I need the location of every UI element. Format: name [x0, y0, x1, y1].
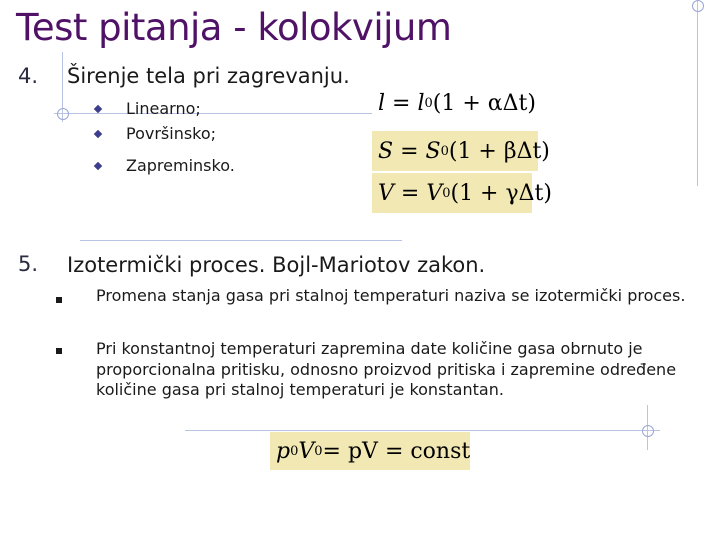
formula-volume-expansion: V = V 0 (1 + γΔt) — [372, 173, 532, 213]
decor-hline-top — [54, 113, 376, 114]
slide-title: Test pitanja - kolokvijum — [16, 6, 452, 49]
decor-vline-right — [697, 0, 698, 186]
section4-heading: Širenje tela pri zagrevanju. — [67, 64, 350, 88]
decor-hline-mid — [80, 240, 402, 241]
bullet-linear: Linearno; — [126, 99, 201, 118]
formula-rest: (1 + γΔt) — [450, 180, 552, 206]
formula-rest: (1 + βΔt) — [448, 138, 550, 164]
formula-lhs: V — [378, 180, 394, 206]
formula-sub: 0 — [442, 185, 451, 201]
bullet-diamond — [94, 162, 102, 170]
formula-lhs: S — [378, 138, 394, 164]
bullet-square — [56, 297, 62, 303]
formula-base: S — [425, 138, 441, 164]
formula-v: V — [298, 438, 315, 464]
formula-boyle-mariotte — [270, 432, 470, 470]
formula-base: V — [426, 180, 443, 206]
section5-heading: Izotermički proces. Bojl-Mariotov zakon. — [67, 253, 486, 277]
formula-lhs: l — [378, 90, 386, 116]
formula-base: l — [417, 90, 425, 116]
formula-p-sub: 0 — [290, 443, 299, 459]
formula-sub: 0 — [440, 143, 449, 159]
paragraph-boyle-law: Pri konstantnoj temperaturi zapremina date količine gasa obrnuto je proporcionalna pritisku, odnosno proizvod pritiska i zapremine određene količine gasa pri stalnoj temperaturi je konstantan. — [96, 339, 677, 399]
section5-number: 5. — [18, 252, 39, 276]
decor-hline-bottom — [185, 430, 660, 431]
bullet-volume: Zapreminsko. — [126, 156, 235, 175]
decor-circle-bottom — [642, 425, 654, 437]
decor-circle-top — [57, 108, 69, 120]
formula-rhs: = pV = const — [322, 438, 471, 464]
bullet-diamond — [94, 130, 102, 138]
paragraph-isothermal-definition: Promena stanja gasa pri stalnoj temperaturi naziva se izotermički proces. — [96, 286, 686, 305]
decor-circle-right — [692, 0, 704, 12]
formula-sub: 0 — [424, 95, 433, 111]
bullet-surface: Površinsko; — [126, 124, 217, 143]
bullet-square — [56, 348, 62, 354]
section4-number: 4. — [18, 64, 39, 88]
formula-p: p — [276, 438, 291, 464]
formula-surface-expansion: S = S 0 (1 + βΔt) — [372, 131, 538, 171]
formula-rest: (1 + αΔt) — [432, 90, 536, 116]
formula-v-sub: 0 — [314, 443, 323, 459]
bullet-diamond — [94, 105, 102, 113]
formula-linear-expansion: l = l 0 (1 + αΔt) — [372, 84, 532, 122]
